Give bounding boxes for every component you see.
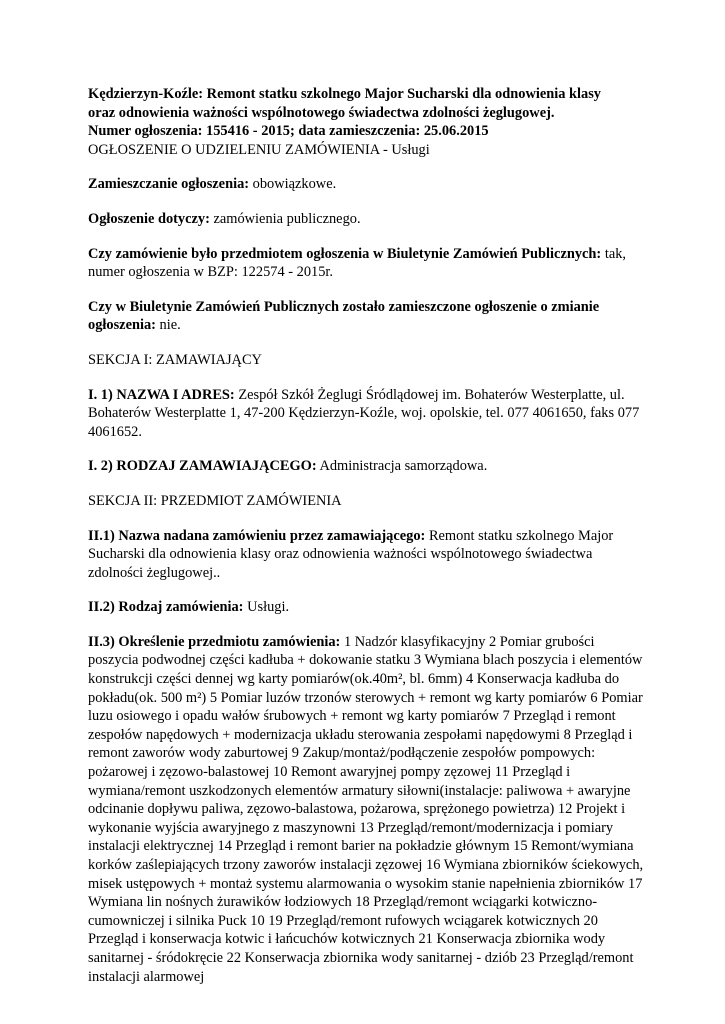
field-bzp-change-notice	[88, 298, 648, 335]
field-value: zamówienia publicznego.	[209, 210, 361, 227]
field-value: Remont statku szkolnego Major Sucharski dla odnowienia klasy oraz odnowienia ważności wspólnotowego świadectwa zdolności żeglugowej..	[88, 527, 614, 581]
document-header	[88, 85, 648, 159]
field-label: I. 2) RODZAJ ZAMAWIAJĄCEGO:	[88, 458, 317, 475]
field-value: obowiązkowe.	[249, 176, 337, 193]
field-publication-mode	[88, 175, 648, 194]
field-label: I. 1) NAZWA I ADRES:	[88, 386, 235, 403]
field-label: Ogłoszenie dotyczy:	[88, 210, 210, 227]
notice-type: OGŁOSZENIE O UDZIELENIU ZAMÓWIENIA - Usługi	[88, 141, 430, 158]
field-label: II.2) Rodzaj zamówienia:	[88, 599, 244, 616]
contracting-authority-name-address	[88, 386, 648, 442]
field-label: Czy zamówienie było przedmiotem ogłoszenia w Biuletynie Zamówień Publicznych:	[88, 245, 602, 262]
field-value: Zespół Szkół Żeglugi Śródlądowej im. Bohaterów Westerplatte, ul. Bohaterów Westerplatte 1, 47-200 Kędzierzyn-Koźle, woj. opolskie, tel. 077 4061650, faks 077 4061652.	[88, 386, 640, 440]
notice-number-date: Numer ogłoszenia: 155416 - 2015; data zamieszczenia: 25.06.2015	[88, 123, 489, 140]
field-notice-concerns	[88, 210, 648, 229]
field-value: 1 Nadzór klasyfikacyjny 2 Pomiar grubości poszycia podwodnej części kadłuba + dokowanie statku 3 Wymiana blach poszycia i elementów konstrukcji części dennej wg karty pomiarów(ok.40m², bl. 6mm) 4 Konserwacja kadłuba do pokładu(ok. 500 m²) 5 Pomiar luzów trzonów sterowych + remont wg karty pomiarów 6 Pomiar luzu osiowego i opadu wałów śrubowych + remont wg karty pomiarów 7 Przegląd i remont zespołów napędowych + modernizacja układu sterowania zespołami napędowymi 8 Przegląd i remont zaworów wody zaburtowej 9 Zakup/montaż/podłączenie zespołów pompowych: pożarowej i zęzowo-balastowej 10 Remont awaryjnej pompy zęzowej 11 Przegląd i wymiana/remont uszkodzonych elementów armatury siłowni(instalacje: paliwowa + awaryjne odcinanie dopływu paliwa, zęzowo-balastowa, pożarowa, sprężonego powietrza) 12 Projekt i wykonanie wyjścia awaryjnego z maszynowni 13 Przegląd/remont/modernizacja i pomiary instalacji elektrycznej 14 Przegląd i remont barier na pokładzie głównym 15 Remont/wymiana korków zaślepiających trzony zaworów instalacji zęzowej 16 Wymiana zbiorników ściekowych, misek ustępowych + montaż systemu alarmowania o wysokim stanie napełnienia zbiorników 17 Wymiana lin nośnych żurawików łodziowych 18 Przegląd/remont wciągarki kotwiczno-cumowniczej i silnika Puck 10 19 Przegląd/remont rufowych wciągarek kotwicznych 20 Przegląd i konserwacja kotwic i łańcuchów kotwicznych 21 Konserwacja zbiornika wody sanitarnej - śródokręcie 22 Konserwacja zbiornika wody sanitarnej - dziób 23 Przegląd/remont instalacji alarmowej	[88, 633, 644, 985]
document-page	[88, 85, 648, 1002]
field-label: Zamieszczanie ogłoszenia:	[88, 176, 250, 193]
field-bzp-published	[88, 245, 648, 282]
contracting-authority-type	[88, 457, 648, 476]
section-1-heading: SEKCJA I: ZAMAWIAJĄCY	[88, 351, 262, 368]
field-value: tak, numer ogłoszenia w BZP: 122574 - 2015r.	[88, 245, 626, 281]
field-value: Usługi.	[243, 599, 290, 616]
contract-name	[88, 527, 648, 583]
field-label: II.3) Określenie przedmiotu zamówienia:	[88, 633, 341, 650]
notice-title-line-1: Kędzierzyn-Koźle: Remont statku szkolnego Major Sucharski dla odnowienia klasy	[88, 86, 602, 102]
field-label: Czy w Biuletynie Zamówień Publicznych zostało zamieszczone ogłoszenie o zmianie ogłoszenia:	[88, 298, 600, 334]
section-2-heading: SEKCJA II: PRZEDMIOT ZAMÓWIENIA	[88, 492, 342, 509]
field-value: Administracja samorządowa.	[316, 458, 488, 475]
field-value: nie.	[155, 317, 181, 334]
notice-title-line-2: oraz odnowienia ważności wspólnotowego świadectwa zdolności żeglugowej.	[88, 104, 555, 121]
field-label: II.1) Nazwa nadana zamówieniu przez zamawiającego:	[88, 527, 426, 544]
contract-scope	[88, 633, 648, 986]
contract-kind	[88, 598, 648, 617]
